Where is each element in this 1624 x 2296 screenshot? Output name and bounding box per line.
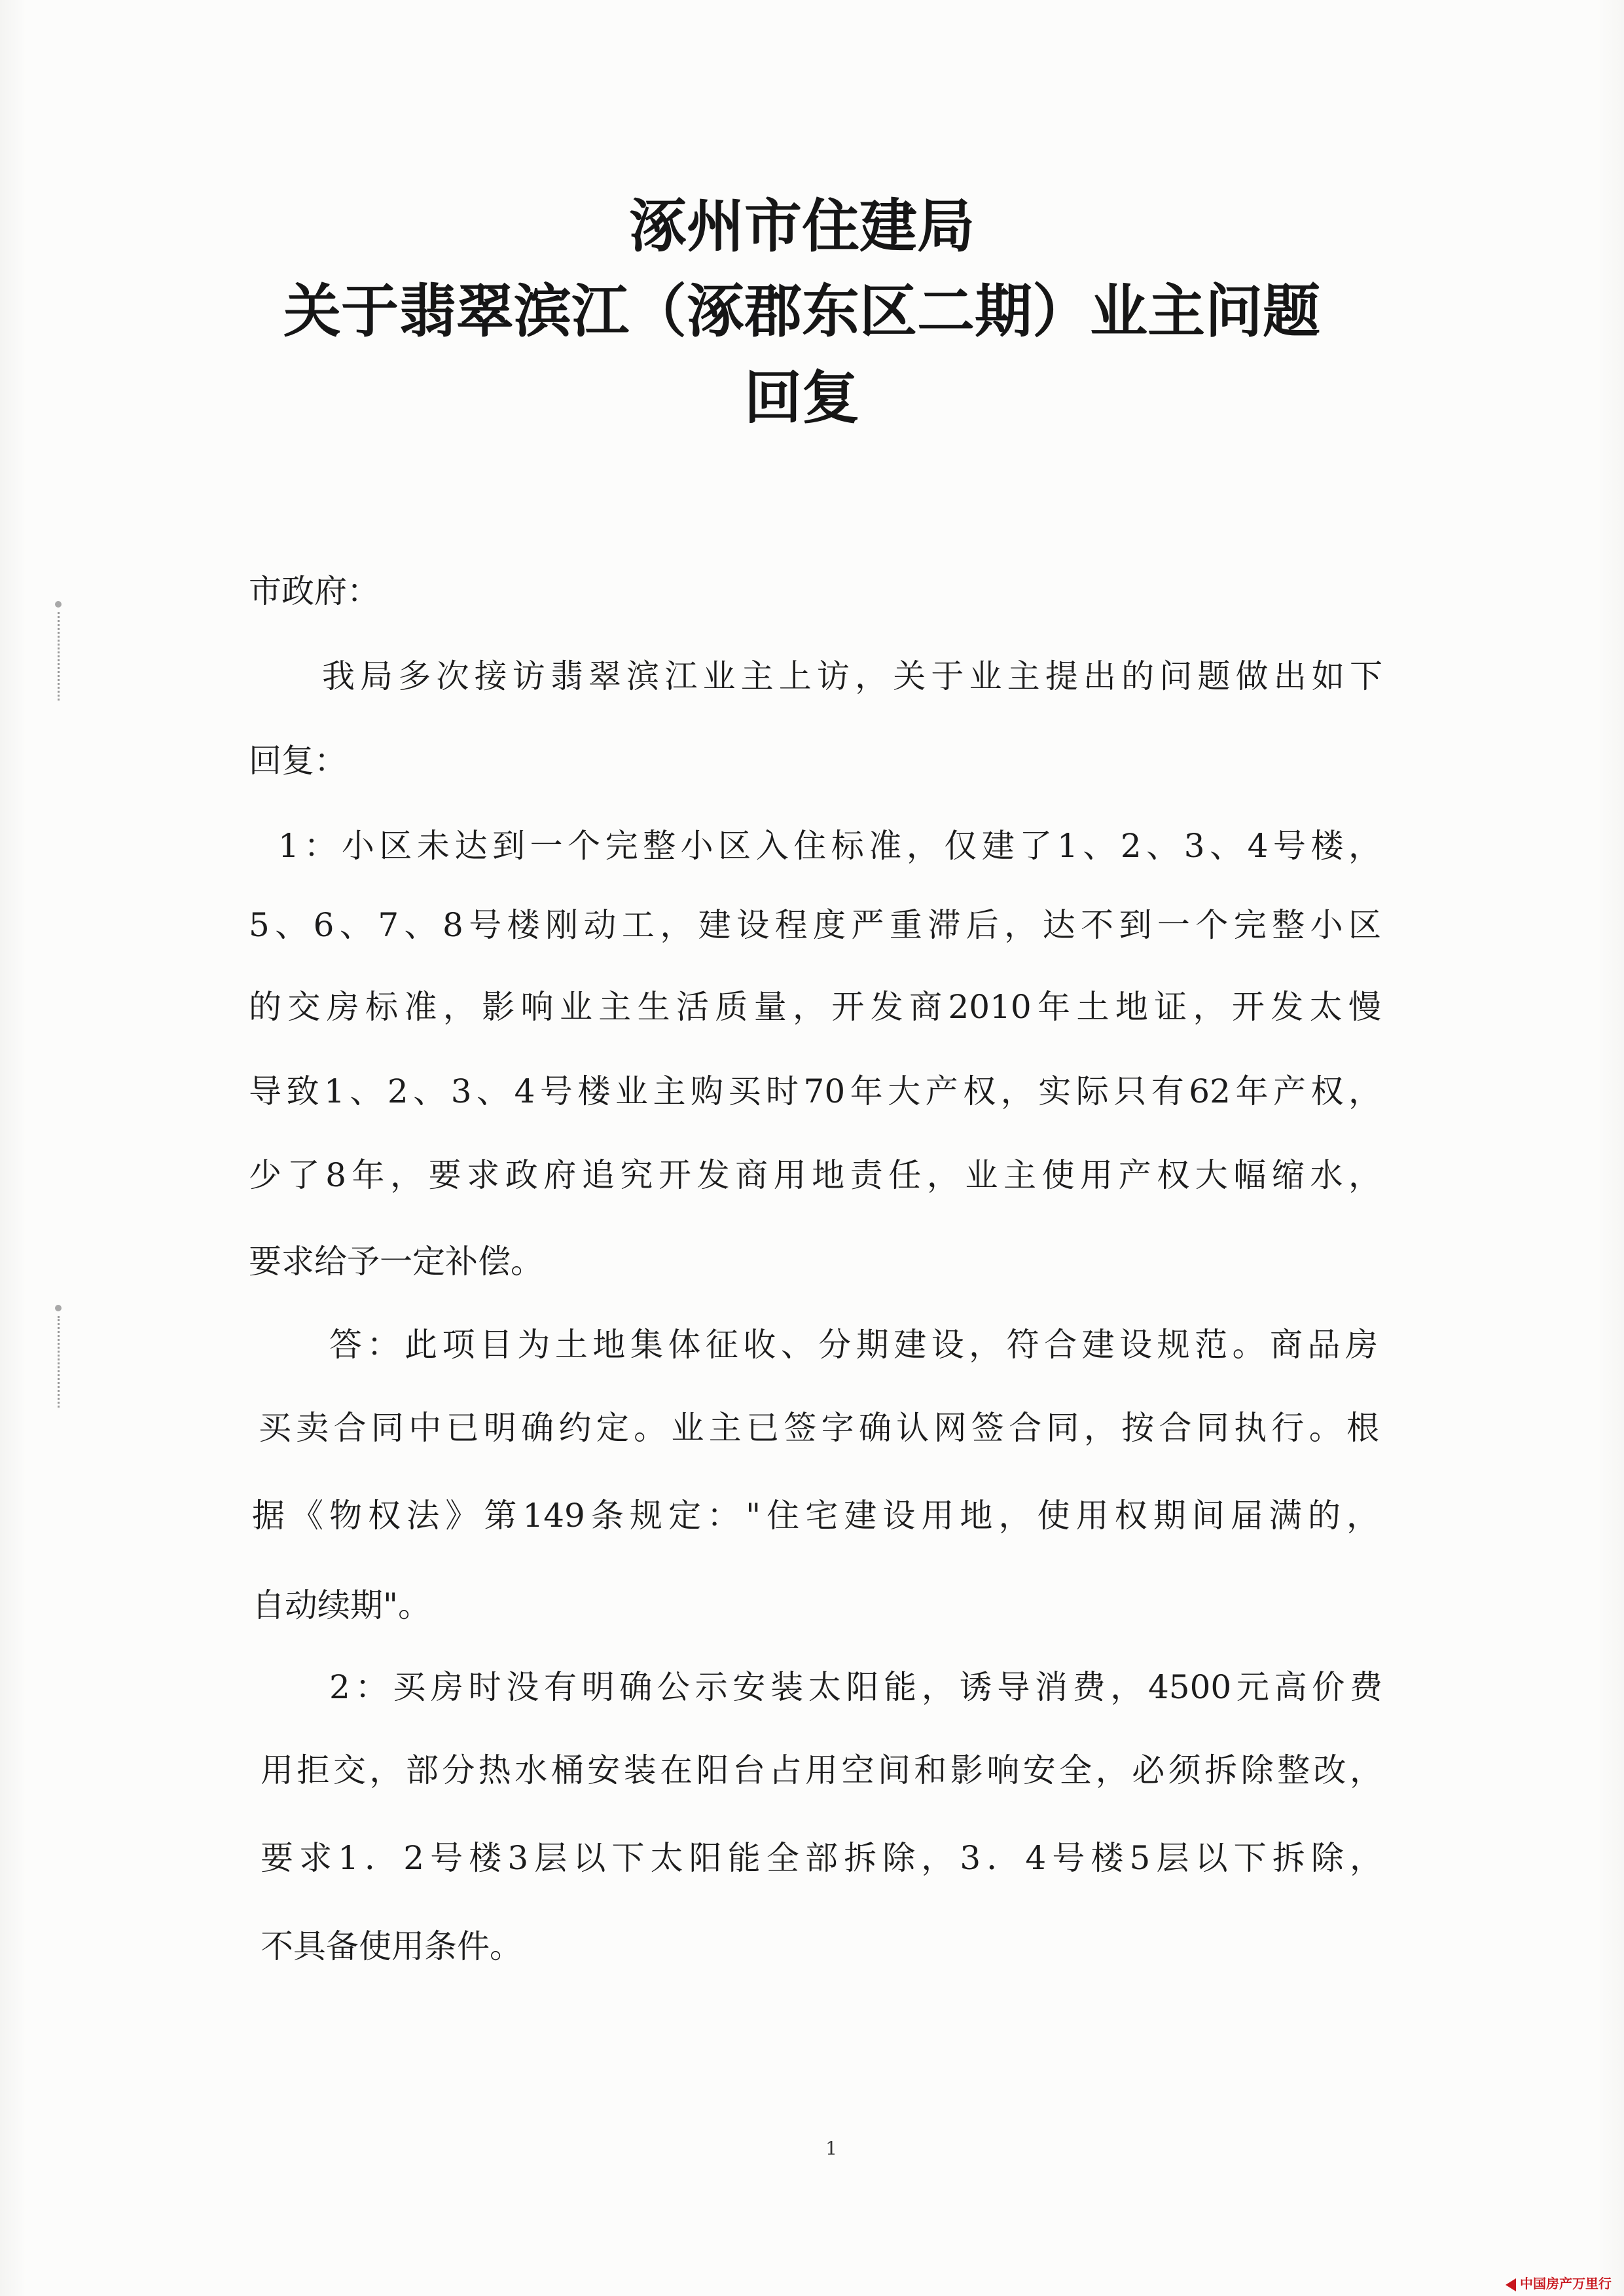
binding-hole-mark-top-dot [55, 601, 62, 608]
salutation: 市政府： [249, 572, 380, 610]
watermark-text: 中国房产万里行 [1520, 2276, 1612, 2291]
document-title-line-1: 涿州市住建局 [628, 192, 975, 260]
item2-question-line-1: 2：买房时没有明确公示安装太阳能，诱导消费，4500元高价费 [329, 1668, 1382, 1706]
item2-question-line-4: 不具备使用条件。 [261, 1927, 522, 1965]
item2-question-line-2: 用拒交，部分热水桶安装在阳台占用空间和影响安全，必须拆除整改， [261, 1751, 1382, 1789]
item1-question-line-6: 要求给予一定补偿。 [249, 1243, 543, 1281]
item2-question-line-3: 要求1．2号楼3层以下太阳能全部拆除，3．4号楼5层以下拆除， [261, 1839, 1382, 1877]
page-number: 1 [825, 2138, 837, 2159]
intro-line-1: 我局多次接访翡翠滨江业主上访，关于业主提出的问题做出如下 [322, 657, 1382, 695]
document-title-line-2: 关于翡翠滨江（涿郡东区二期）业主问题 [283, 278, 1320, 345]
binding-hole-mark-bottom [58, 1316, 60, 1408]
item1-question-line-2: 5、6、7、8号楼刚动工，建设程度严重滞后，达不到一个完整小区 [249, 906, 1381, 944]
item1-question-line-1: 1：小区未达到一个完整小区入住标准，仅建了1、2、3、4号楼， [278, 827, 1381, 865]
binding-hole-mark-bottom-dot [55, 1305, 62, 1311]
item1-answer-line-1: 答：此项目为土地集体征收、分期建设，符合建设规范。商品房 [329, 1326, 1378, 1364]
watermark [1506, 2274, 1621, 2293]
item1-question-line-4: 导致1、2、3、4号楼业主购买时70年大产权，实际只有62年产权， [249, 1072, 1381, 1110]
item1-answer-line-2: 买卖合同中已明确约定。业主已签字确认网签合同，按合同执行。根 [259, 1409, 1379, 1447]
item1-answer-line-4: 自动续期"。 [252, 1586, 431, 1624]
item1-answer-line-3: 据《物权法》第149条规定："住宅建设用地，使用权期间届满的， [252, 1497, 1379, 1535]
intro-line-2: 回复： [249, 742, 347, 780]
item1-question-line-5: 少了8年，要求政府追究开发商用地责任，业主使用产权大幅缩水， [249, 1156, 1381, 1194]
document-title-line-3: 回复 [744, 364, 859, 431]
watermark-logo-icon [1506, 2278, 1516, 2291]
item1-question-line-3: 的交房标准，影响业主生活质量，开发商2010年土地证，开发太慢 [249, 988, 1381, 1026]
binding-hole-mark-top [58, 612, 60, 701]
